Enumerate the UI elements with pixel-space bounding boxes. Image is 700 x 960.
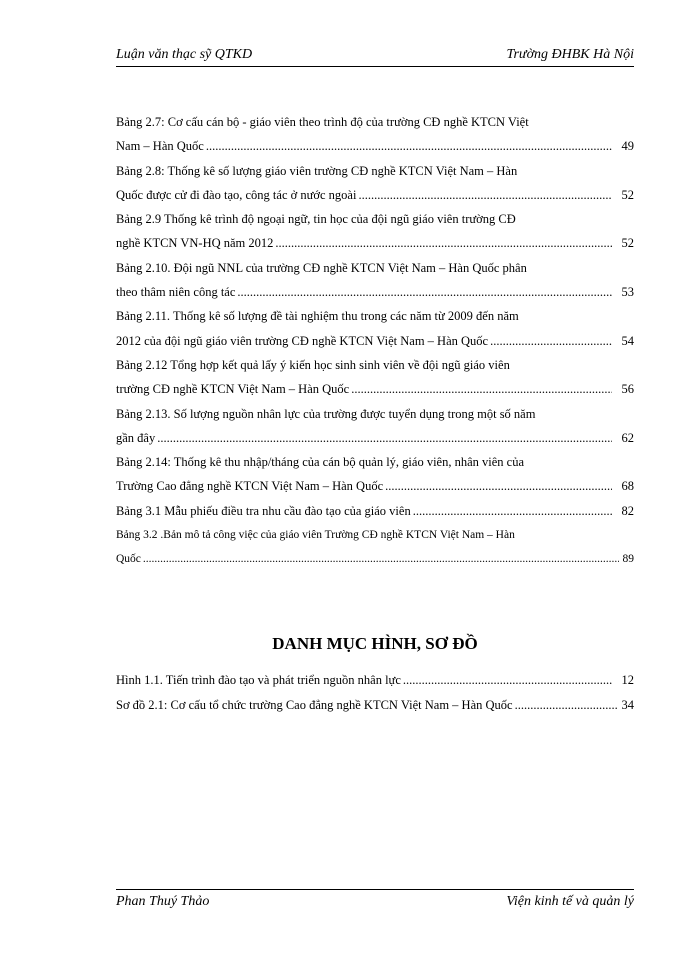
toc-entry-title: Bảng 2.10. Đội ngũ NNL của trường CĐ nghề KTCN Việt Nam – Hàn Quốc phân	[116, 260, 527, 275]
dot-leader	[157, 426, 611, 450]
footer-author: Phan Thuý Thảo	[116, 894, 210, 909]
toc-entry-page: 89	[622, 553, 634, 566]
toc-entry-title: Bảng 2.7: Cơ cấu cán bộ - giáo viên theo trình độ của trường CĐ nghề KTCN Việt	[116, 115, 529, 129]
page-header	[116, 46, 634, 64]
dot-leader	[143, 547, 619, 571]
footer-rule	[116, 889, 634, 890]
toc-entry-page: 49	[621, 139, 634, 154]
toc-entry-title: Bảng 3.1 Mẫu phiếu điều tra nhu cầu đào tạo của giáo viên	[116, 503, 411, 518]
figure-list	[116, 668, 634, 718]
toc-entry-title-cont: trường CĐ nghề KTCN Việt Nam – Hàn Quốc	[116, 382, 350, 397]
toc-entry-page: 54	[621, 333, 634, 348]
dot-leader	[515, 693, 618, 718]
header-university: Trường ĐHBK Hà Nội	[506, 47, 634, 62]
toc-entry[interactable]	[116, 523, 634, 572]
toc-entry-page: 56	[621, 382, 634, 397]
toc-entry-page: 52	[621, 187, 634, 202]
dot-leader	[206, 134, 612, 158]
toc-entry-title: Bảng 2.11. Thống kê số lượng đề tài nghiệm thu trong các năm từ 2009 đến năm	[116, 309, 519, 324]
toc-entry-page: 62	[621, 430, 634, 445]
toc-entry-title-cont: theo thâm niên công tác	[116, 285, 236, 300]
figure-entry-page: 34	[621, 698, 634, 712]
toc-entry-title-cont: Quốc	[116, 553, 141, 566]
figure-entry-page: 12	[621, 673, 634, 687]
figure-entry-title: Hình 1.1. Tiến trình đào tạo và phát triển nguồn nhân lực	[116, 673, 401, 687]
toc-entry-title: Bảng 2.14: Thống kê thu nhập/tháng của cán bộ quản lý, giáo viên, nhân viên của	[116, 455, 525, 470]
dot-leader	[413, 499, 612, 523]
toc-entry[interactable]	[116, 499, 634, 523]
figures-section-title: DANH MỤC HÌNH, SƠ ĐỒ	[272, 634, 478, 653]
footer-institute: Viện kinh tế và quản lý	[506, 894, 634, 909]
toc-entry-page: 68	[621, 479, 634, 494]
toc-entry[interactable]	[116, 110, 634, 159]
figure-entry[interactable]	[116, 668, 634, 693]
toc-entry-title: Bảng 2.12 Tổng hợp kết quả lấy ý kiến học sinh sinh viên về đội ngũ giáo viên	[116, 357, 510, 372]
page-footer	[116, 893, 634, 911]
dot-leader	[351, 377, 611, 401]
figure-entry-title: Sơ đồ 2.1: Cơ cấu tổ chức trường Cao đẳng nghề KTCN Việt Nam – Hàn Quốc	[116, 698, 513, 712]
toc-entry-page: 53	[621, 285, 634, 300]
toc-entry[interactable]	[116, 353, 634, 402]
toc-entry[interactable]	[116, 207, 634, 256]
toc-entry[interactable]	[116, 450, 634, 499]
toc-entry-title: Bảng 3.2 .Bản mô tả công việc của giáo viên Trường CĐ nghề KTCN Việt Nam – Hàn	[116, 529, 515, 542]
dot-leader	[237, 280, 611, 304]
toc-entry-page: 52	[621, 236, 634, 251]
toc-entry-title-cont: nghề KTCN VN-HQ năm 2012	[116, 236, 274, 251]
toc-entry-title-cont: gần đây	[116, 430, 156, 445]
toc-entry-title-cont: 2012 của đội ngũ giáo viên trường CĐ nghề KTCN Việt Nam – Hàn Quốc	[116, 333, 489, 348]
dot-leader	[358, 183, 611, 207]
dot-leader	[275, 231, 611, 255]
toc-entry-page: 82	[621, 503, 634, 518]
toc-entry-title-cont: Nam – Hàn Quốc	[116, 139, 204, 154]
toc-entry-title: Bảng 2.13. Số lượng nguồn nhân lực của trường được tuyển dụng trong một số năm	[116, 406, 536, 421]
figure-entry[interactable]	[116, 693, 634, 718]
toc-entry-title: Bảng 2.9 Thống kê trình độ ngoại ngữ, tin học của đội ngũ giáo viên trường CĐ	[116, 212, 516, 227]
toc-entry[interactable]	[116, 304, 634, 353]
toc-entry[interactable]	[116, 256, 634, 305]
dot-leader	[490, 329, 611, 353]
toc-entry-title-cont: Quốc được cử đi đào tạo, công tác ở nước ngoài	[116, 187, 357, 202]
toc-entry-title-cont: Trường Cao đẳng nghề KTCN Việt Nam – Hàn Quốc	[116, 479, 384, 494]
toc-entry[interactable]	[116, 402, 634, 451]
dot-leader	[385, 474, 611, 498]
header-thesis-title: Luận văn thạc sỹ QTKD	[116, 47, 253, 62]
toc-entry[interactable]	[116, 159, 634, 208]
table-list	[116, 110, 634, 572]
header-rule	[116, 66, 634, 67]
dot-leader	[403, 668, 612, 693]
toc-entry-title: Bảng 2.8: Thống kê số lượng giáo viên trường CĐ nghề KTCN Việt Nam – Hàn	[116, 163, 518, 178]
